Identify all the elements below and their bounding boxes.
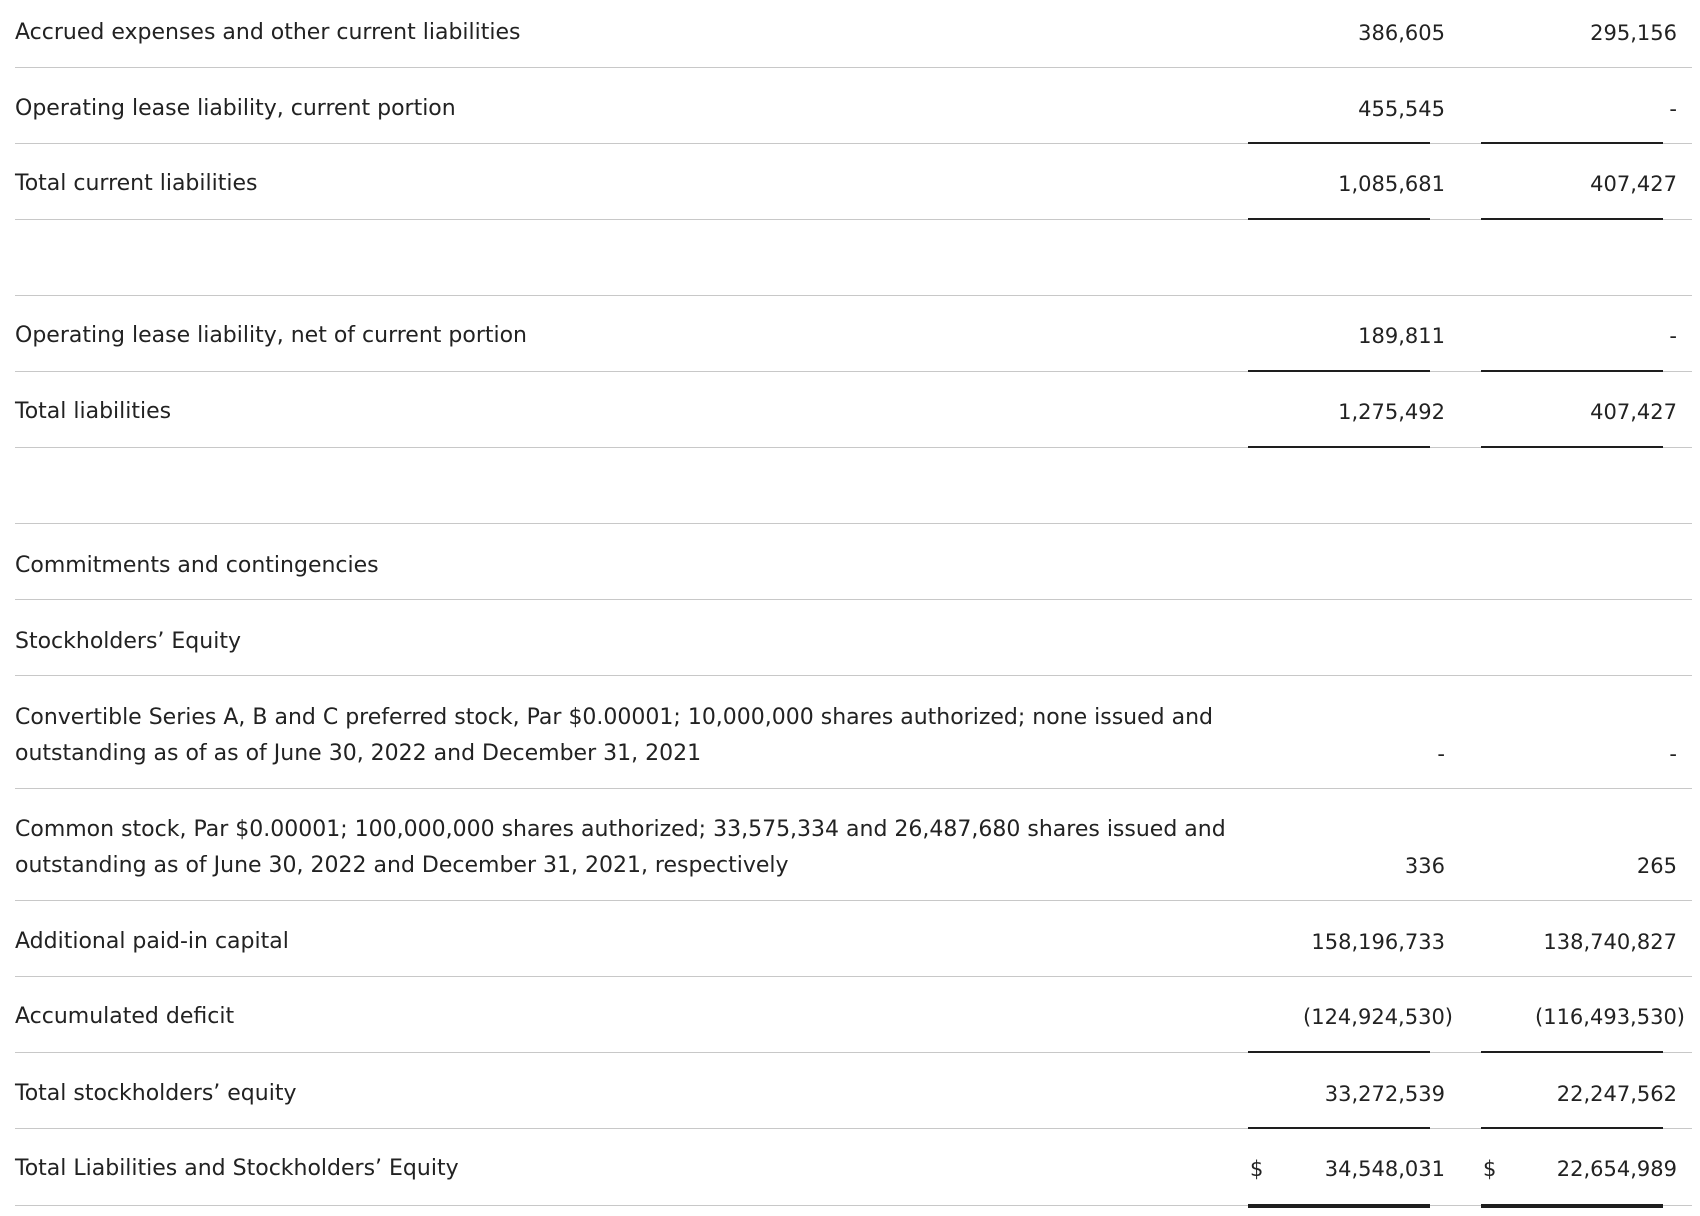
value-2022: 1,275,492 [1338,400,1445,424]
row-label-line1: Convertible Series A, B and C preferred stock, Par $0.00001; 10,000,000 shares authorized; none issued and [15,705,1214,730]
row-label-line2: outstanding as of as of June 30, 2022 and December 31, 2021 [15,741,702,766]
row-label-line2: outstanding as of June 30, 2022 and December 31, 2021, respectively [15,853,789,878]
row-label-line1: Common stock, Par $0.00001; 100,000,000 shares authorized; 33,575,334 and 26,487,680 shares issued and [15,817,1226,842]
value-2022: - [1437,742,1445,766]
table-row [15,1129,1692,1206]
value-2021: - [1669,97,1677,121]
row-label: Total current liabilities [15,171,258,196]
table-row [15,1053,1692,1129]
table-row [15,296,1692,372]
table-row [15,676,1692,789]
table-row [15,901,1692,977]
table-row [15,372,1692,448]
table-row [15,68,1692,144]
section-heading: Stockholders’ Equity [15,629,241,654]
value-2022: 386,605 [1358,21,1445,45]
row-label: Total liabilities [15,399,172,424]
value-2021: 138,740,827 [1543,930,1677,954]
value-2022: 1,085,681 [1338,172,1445,196]
table-row [15,977,1692,1053]
table-row [15,524,1692,600]
row-label: Total Liabilities and Stockholders’ Equity [15,1156,459,1181]
value-2022: 189,811 [1358,324,1445,348]
spacer-row [15,448,1692,524]
value-2021: 407,427 [1590,400,1677,424]
value-2022: 34,548,031 [1324,1157,1445,1181]
value-2022: 158,196,733 [1311,930,1445,954]
total-double-underline [1481,1204,1663,1208]
section-label: Commitments and contingencies [15,553,379,578]
value-2021: 295,156 [1590,21,1677,45]
value-2021: - [1669,742,1677,766]
row-label: Additional paid-in capital [15,929,289,954]
table-row [15,0,1692,68]
currency-symbol: $ [1250,1157,1264,1181]
value-2021: - [1669,324,1677,348]
row-label: Operating lease liability, net of current portion [15,323,528,348]
table-row [15,789,1692,901]
spacer-row [15,220,1692,296]
table-row [15,144,1692,220]
row-label: Total stockholders’ equity [15,1081,297,1106]
value-2022: 336 [1404,854,1445,878]
value-2022: 455,545 [1358,97,1445,121]
value-2021: 407,427 [1590,172,1677,196]
value-2021: (116,493,530) [1535,1005,1685,1029]
row-label: Accumulated deficit [15,1004,235,1029]
row-label: Operating lease liability, current portion [15,96,456,121]
value-2021: 22,654,989 [1556,1157,1677,1181]
total-double-underline [1248,1204,1430,1208]
table-row [15,600,1692,676]
value-2021: 265 [1636,854,1677,878]
currency-symbol: $ [1483,1157,1497,1181]
value-2022: 33,272,539 [1324,1082,1445,1106]
value-2021: 22,247,562 [1556,1082,1677,1106]
value-2022: (124,924,530) [1303,1005,1453,1029]
row-label: Accrued expenses and other current liabilities [15,20,521,45]
